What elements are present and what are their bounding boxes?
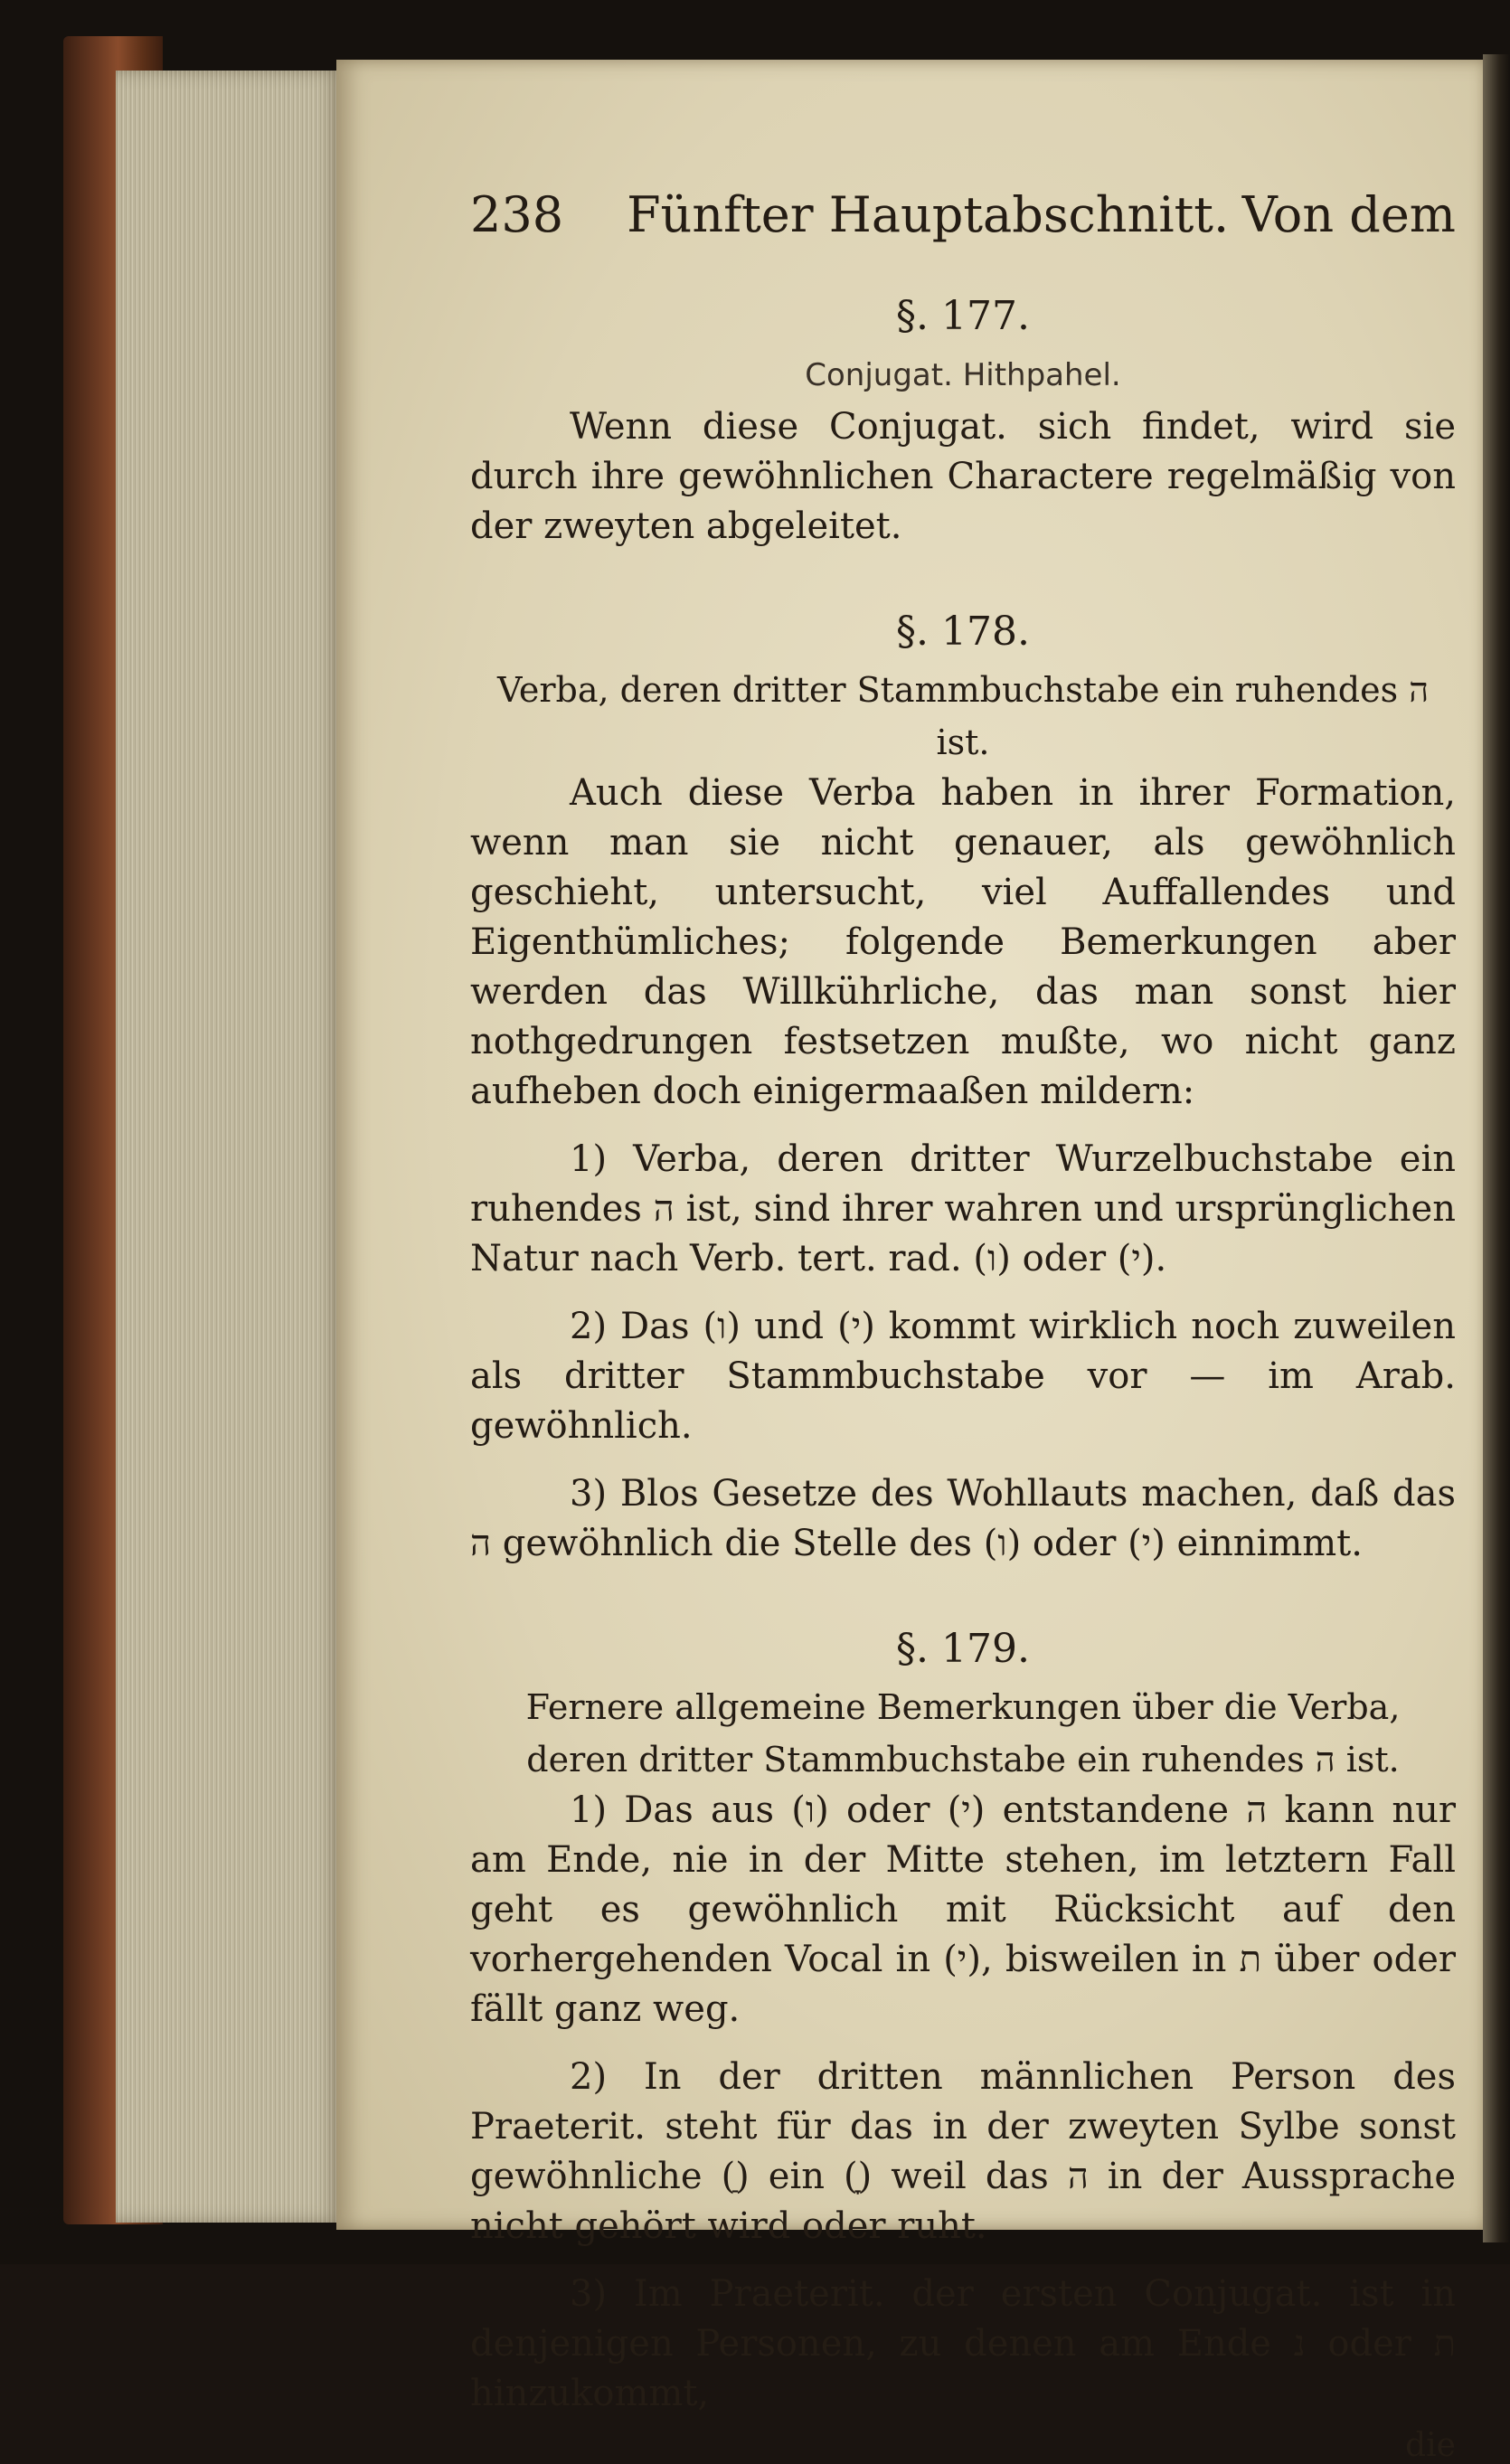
page-edges (116, 71, 342, 2223)
catchword: die (1405, 2427, 1456, 2464)
numbered-paragraph: 2) Das (ו) und (י) kommt wirklich noch zuweilen als dritter Stammbuchstabe vor — im Arab. gewöhnlich. (470, 1306, 1456, 1447)
numbered-paragraph: 1) Verba, deren dritter Wurzelbuchstabe ein ruhendes ה ist, sind ihrer wahren und ursprünglichen Natur nach Verb. tert. rad. (ו) oder (י). (470, 1138, 1456, 1279)
numbered-paragraph: 3) Im Praeterit. der ersten Conjugat. ist in denjenigen Personen, zu denen am Ende נ oder ת hinzukommt, (470, 2273, 1456, 2414)
section-heading: §. 177. (896, 293, 1030, 339)
gutter-shadow (1483, 54, 1510, 2242)
section-heading: §. 179. (896, 1626, 1030, 1672)
paragraph: Auch diese Verba haben in ihrer Formation, wenn man sie nicht genauer, als gewöhnlich geschieht, untersucht, viel Auffallendes und Eigenthümliches; folgende Bemerkungen aber werden das Willkührliche, das man sonst hier nothgedrungen festsetzen mußte, wo nicht ganz aufheben doch einigermaaßen mildern: (470, 772, 1456, 1112)
numbered-paragraph: 1) Das aus (ו) oder (י) entstandene ה kann nur am Ende, nie in der Mitte stehen, im letztern Fall geht es gewöhnlich mit Rücksicht auf den vorhergehenden Vocal in (י), bisweilen in ת über oder fällt ganz weg. (470, 1789, 1456, 2030)
section-headline: Verba, deren dritter Stammbuchstabe ein ruhendes ה ist. (496, 670, 1430, 762)
page-number: 238 (470, 186, 564, 243)
numbered-paragraph: 2) In der dritten männlichen Person des Praeterit. steht für das in der zweyten Sylbe sonst gewöhnliche (ַ) ein (ָ) weil das ה in der Aussprache nicht gehört wird oder ruht. (470, 2056, 1456, 2247)
section-headline: Fernere allgemeine Bemerkungen über die Verba, deren dritter Stammbuchstabe ein ruhendes ה ist. (525, 1687, 1401, 1780)
section-subtitle: Conjugat. Hithpahel. (805, 357, 1121, 393)
numbered-paragraph: 3) Blos Gesetze des Wohllauts machen, daß das ה gewöhnlich die Stelle des (ו) oder (י) einnimmt. (470, 1473, 1456, 1564)
header-running-title: Von dem (1241, 186, 1456, 243)
running-header (470, 186, 1456, 243)
paragraph: Wenn diese Conjugat. sich findet, wird sie durch ihre gewöhnlichen Charactere regelmäßig von der zweyten abgeleitet. (470, 406, 1456, 547)
header-title: Fünfter Hauptabschnitt. (627, 186, 1230, 243)
section-heading: §. 178. (896, 609, 1030, 655)
page-text (470, 186, 1456, 2464)
